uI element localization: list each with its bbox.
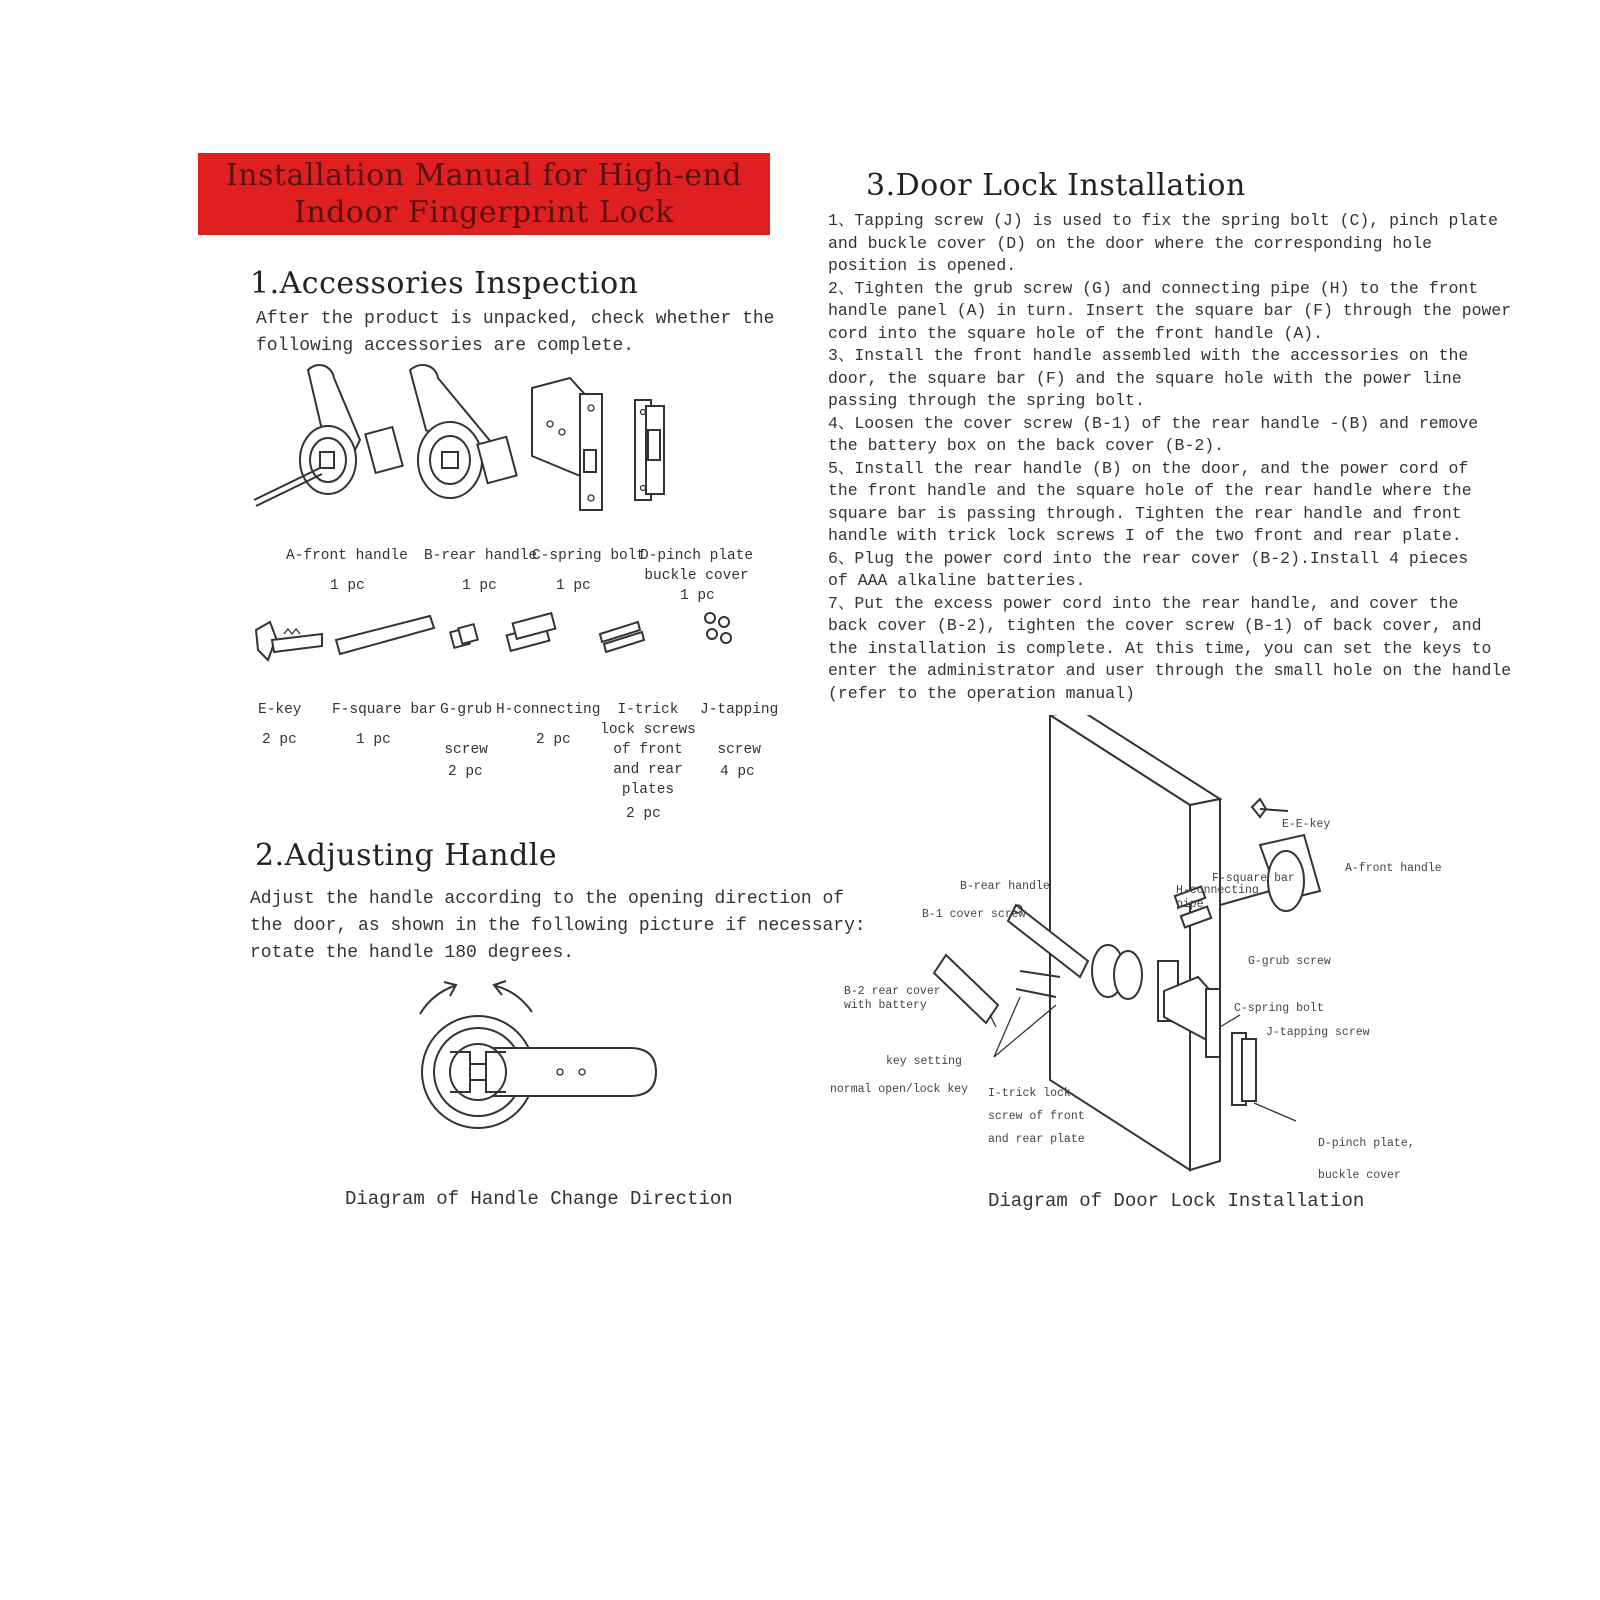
qty-g-grub-screw: 2 pc bbox=[448, 764, 483, 780]
accessories-row1-illustration bbox=[250, 360, 700, 540]
pinch-plate-drawing bbox=[635, 400, 664, 500]
label-h-connecting: H-connecting bbox=[496, 702, 601, 718]
label-a-front-handle: A-front handle bbox=[286, 548, 408, 564]
connecting-pipe-drawing bbox=[507, 613, 556, 651]
qty-d-pinch-plate: 1 pc bbox=[680, 588, 715, 604]
label-j-tapping-screw: J-tapping screw bbox=[700, 702, 779, 758]
label-e-key: E-key bbox=[258, 702, 302, 718]
label-c-spring-bolt: C-spring bolt bbox=[532, 548, 646, 564]
title-banner bbox=[198, 153, 770, 235]
door-lock-installation-diagram bbox=[820, 715, 1460, 1185]
section2-caption: Diagram of Handle Change Direction bbox=[345, 1188, 733, 1210]
key-part bbox=[1252, 799, 1266, 817]
rear-handle-drawing bbox=[410, 365, 517, 498]
trick-screw-drawing bbox=[600, 622, 644, 652]
qty-a-front-handle: 1 pc bbox=[330, 578, 365, 594]
rotate-arrow-left-icon bbox=[420, 986, 454, 1014]
qty-i-trick-lock-screws: 2 pc bbox=[626, 806, 661, 822]
qty-b-rear-handle: 1 pc bbox=[462, 578, 497, 594]
key-drawing bbox=[256, 622, 322, 660]
label-d-pinch-plate: D-pinch plate buckle cover bbox=[640, 548, 754, 584]
label-f-square-bar: F-square bar bbox=[332, 702, 437, 718]
rotate-arrow-right-icon bbox=[496, 986, 532, 1012]
diagram-label-b1-cover-screw: B-1 cover screw bbox=[922, 908, 1026, 921]
diagram-label-e-key: E-E-key bbox=[1282, 818, 1331, 831]
section1-heading: 1.Accessories Inspection bbox=[250, 266, 639, 301]
tapping-screw-drawing bbox=[705, 613, 731, 643]
diagram-label-j-tapping-screw: J-tapping screw bbox=[1266, 1026, 1370, 1039]
diagram-label-f-square-bar: F-square bar bbox=[1212, 872, 1295, 885]
qty-e-key: 2 pc bbox=[262, 732, 297, 748]
diagram-label-i-trick-lock: I-trick lock screw of front and rear plate bbox=[988, 1087, 1085, 1146]
section2-text: Adjust the handle according to the opening direction of the door, as shown in the following picture if necessary: rotate the handle 180 degrees. bbox=[250, 889, 866, 963]
diagram-label-b-rear-handle: B-rear handle bbox=[960, 880, 1050, 893]
qty-c-spring-bolt: 1 pc bbox=[556, 578, 591, 594]
front-handle-drawing bbox=[254, 365, 403, 506]
diagram-label-d-pinch-plate: D-pinch plate, buckle cover bbox=[1318, 1137, 1415, 1182]
section3-heading: 3.Door Lock Installation bbox=[866, 168, 1246, 203]
section3-caption: Diagram of Door Lock Installation bbox=[988, 1190, 1365, 1212]
diagram-label-key-setting: key setting bbox=[886, 1055, 962, 1068]
qty-h-connecting: 2 pc bbox=[536, 732, 571, 748]
grub-screw-drawing bbox=[450, 624, 478, 648]
title-line-2: Indoor Fingerprint Lock bbox=[294, 195, 674, 230]
label-b-rear-handle: B-rear handle bbox=[424, 548, 538, 564]
section3-steps: 1、Tapping screw (J) is used to fix the spring bolt (C), pinch plate and buckle cover (D) on the door where the corresponding hole position is opened. 2、Tighten the grub screw (G) and connecting pipe (H) to the front handle panel (A) in turn. Insert the square bar (F) through the power cord into the square hole of the front handle (A). 3、Install the front handle assembled with the accessories on the door, the square bar (F) and the square hole with the power line passing through the spring bolt. 4、Loosen the cover screw (B-1) of the rear handle -(B) and remove the battery box on the back cover (B-2). 5、Install the rear handle (B) on the door, and the power cord of the front handle and the square hole of the rear handle where the square bar is passing through. Tighten the rear handle and front handle with trick lock screws I of the two front and rear plate. 6、Plug the power cord into the rear cover (B-2).Install 4 pieces of AAA alkaline batteries. 7、Put the excess power cord into the rear handle, and cover the back cover (B-2), tighten the cover screw (B-1) of back cover, and the installation is complete. At this time, you can set the keys to enter the administrator and user through the small hole on the handle (refer to the operation manual) bbox=[828, 211, 1512, 703]
diagram-label-a-front-handle: A-front handle bbox=[1345, 862, 1442, 875]
section1-intro: After the product is unpacked, check whether the following accessories are complete. bbox=[256, 309, 775, 356]
qty-j-tapping-screw: 4 pc bbox=[720, 764, 755, 780]
title-line-1: Installation Manual for High-end bbox=[225, 158, 743, 193]
label-g-grub-screw: G-grub screw bbox=[440, 702, 493, 758]
qty-f-square-bar: 1 pc bbox=[356, 732, 391, 748]
diagram-label-b2-rear-cover: B-2 rear cover with battery bbox=[844, 985, 941, 1012]
section2-heading: 2.Adjusting Handle bbox=[255, 838, 558, 873]
diagram-label-h-connecting-pipe: H-connecting pipe bbox=[1176, 884, 1259, 911]
spring-bolt-drawing bbox=[532, 378, 602, 510]
handle-direction-diagram bbox=[410, 980, 670, 1140]
diagram-label-c-spring-bolt: C-spring bolt bbox=[1234, 1002, 1324, 1015]
diagram-label-g-grub-screw: G-grub screw bbox=[1248, 955, 1331, 968]
rear-cover-battery-part bbox=[934, 955, 998, 1023]
label-i-trick-lock-screws: I-trick lock screws of front and rear plates bbox=[600, 702, 696, 798]
square-bar-drawing bbox=[336, 616, 434, 654]
diagram-label-normal-open-lock-key: normal open/lock key bbox=[830, 1083, 969, 1096]
accessories-row2-illustration bbox=[250, 610, 770, 690]
